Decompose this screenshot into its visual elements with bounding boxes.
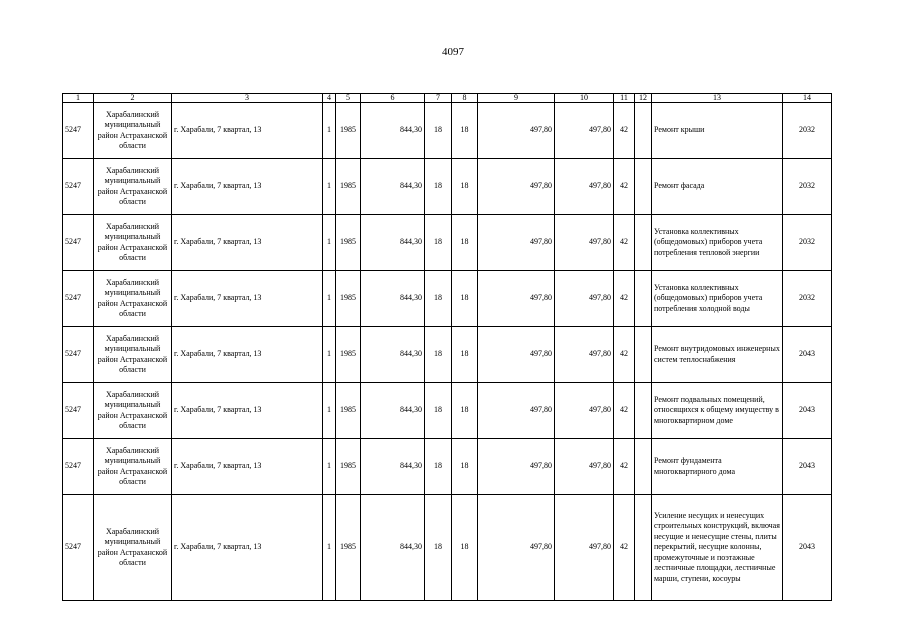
cell-col9: 497,80 [478, 271, 555, 327]
cell-col8: 18 [452, 103, 478, 159]
col-header: 7 [425, 94, 452, 103]
cell-col8: 18 [452, 159, 478, 215]
cell-district: Харабалинский муниципальный район Астраханской области [94, 159, 172, 215]
col-header: 8 [452, 94, 478, 103]
cell-work-type: Ремонт фасада [652, 159, 783, 215]
cell-col10: 497,80 [555, 103, 614, 159]
table-row [63, 495, 832, 601]
cell-col4: 1 [323, 103, 336, 159]
cell-work-type: Установка коллективных (общедомовых) приборов учета потребления тепловой энергии [652, 215, 783, 271]
cell-col12 [635, 271, 652, 327]
col-header: 9 [478, 94, 555, 103]
cell-work-type: Установка коллективных (общедомовых) приборов учета потребления холодной воды [652, 271, 783, 327]
col-header: 5 [336, 94, 361, 103]
cell-address: г. Харабали, 7 квартал, 13 [172, 439, 323, 495]
table-row [63, 103, 832, 159]
cell-work-type: Ремонт крыши [652, 103, 783, 159]
cell-col11: 42 [614, 439, 635, 495]
cell-col10: 497,80 [555, 327, 614, 383]
cell-col11: 42 [614, 495, 635, 601]
cell-district: Харабалинский муниципальный район Астраханской области [94, 383, 172, 439]
cell-year: 1985 [336, 495, 361, 601]
cell-col9: 497,80 [478, 383, 555, 439]
cell-address: г. Харабали, 7 квартал, 13 [172, 327, 323, 383]
cell-col7: 18 [425, 327, 452, 383]
cell-col6: 844,30 [361, 327, 425, 383]
cell-year: 1985 [336, 383, 361, 439]
cell-id: 5247 [63, 383, 94, 439]
cell-col7: 18 [425, 495, 452, 601]
cell-district: Харабалинский муниципальный район Астраханской области [94, 327, 172, 383]
col-header: 14 [783, 94, 832, 103]
cell-col6: 844,30 [361, 383, 425, 439]
cell-col6: 844,30 [361, 495, 425, 601]
cell-work-type: Усиление несущих и ненесущих строительных конструкций, включая несущие и ненесущие стены, плиты перекрытий, несущие колонны, промежуточные и поэтажные лестничные площадки, лестничные марши, ступени, косоуры [652, 495, 783, 601]
cell-plan-year: 2032 [783, 215, 832, 271]
cell-work-type: Ремонт подвальных помещений, относящихся к общему имуществу в многоквартирном доме [652, 383, 783, 439]
cell-col12 [635, 159, 652, 215]
cell-year: 1985 [336, 327, 361, 383]
cell-id: 5247 [63, 271, 94, 327]
cell-col10: 497,80 [555, 159, 614, 215]
cell-col9: 497,80 [478, 327, 555, 383]
cell-col9: 497,80 [478, 495, 555, 601]
col-header: 13 [652, 94, 783, 103]
cell-id: 5247 [63, 215, 94, 271]
cell-col11: 42 [614, 383, 635, 439]
cell-col6: 844,30 [361, 159, 425, 215]
cell-col8: 18 [452, 439, 478, 495]
table-row [63, 383, 832, 439]
cell-col12 [635, 383, 652, 439]
cell-col8: 18 [452, 215, 478, 271]
cell-district: Харабалинский муниципальный район Астраханской области [94, 103, 172, 159]
cell-id: 5247 [63, 103, 94, 159]
cell-col12 [635, 103, 652, 159]
cell-col12 [635, 495, 652, 601]
cell-plan-year: 2043 [783, 327, 832, 383]
cell-address: г. Харабали, 7 квартал, 13 [172, 103, 323, 159]
table-row [63, 215, 832, 271]
cell-col8: 18 [452, 495, 478, 601]
cell-col6: 844,30 [361, 439, 425, 495]
cell-plan-year: 2043 [783, 383, 832, 439]
cell-district: Харабалинский муниципальный район Астраханской области [94, 495, 172, 601]
cell-col10: 497,80 [555, 495, 614, 601]
cell-col4: 1 [323, 271, 336, 327]
cell-col8: 18 [452, 327, 478, 383]
cell-col11: 42 [614, 271, 635, 327]
capital-repair-table [62, 93, 832, 601]
cell-work-type: Ремонт фундамента многоквартирного дома [652, 439, 783, 495]
cell-col4: 1 [323, 439, 336, 495]
cell-col7: 18 [425, 215, 452, 271]
cell-col4: 1 [323, 495, 336, 601]
cell-work-type: Ремонт внутридомовых инженерных систем теплоснабжения [652, 327, 783, 383]
cell-col6: 844,30 [361, 103, 425, 159]
cell-col7: 18 [425, 383, 452, 439]
cell-col9: 497,80 [478, 215, 555, 271]
cell-id: 5247 [63, 327, 94, 383]
cell-plan-year: 2032 [783, 271, 832, 327]
col-header: 12 [635, 94, 652, 103]
cell-col7: 18 [425, 439, 452, 495]
table-row [63, 271, 832, 327]
cell-year: 1985 [336, 159, 361, 215]
cell-plan-year: 2032 [783, 103, 832, 159]
cell-col4: 1 [323, 215, 336, 271]
table-row [63, 439, 832, 495]
cell-col11: 42 [614, 159, 635, 215]
cell-col11: 42 [614, 103, 635, 159]
cell-plan-year: 2043 [783, 495, 832, 601]
cell-address: г. Харабали, 7 квартал, 13 [172, 495, 323, 601]
cell-col8: 18 [452, 271, 478, 327]
cell-district: Харабалинский муниципальный район Астраханской области [94, 439, 172, 495]
cell-district: Харабалинский муниципальный район Астраханской области [94, 215, 172, 271]
cell-col4: 1 [323, 159, 336, 215]
cell-col7: 18 [425, 271, 452, 327]
cell-col11: 42 [614, 215, 635, 271]
col-header: 2 [94, 94, 172, 103]
cell-col6: 844,30 [361, 271, 425, 327]
cell-plan-year: 2043 [783, 439, 832, 495]
cell-col12 [635, 439, 652, 495]
cell-col12 [635, 327, 652, 383]
cell-col10: 497,80 [555, 271, 614, 327]
cell-col7: 18 [425, 103, 452, 159]
cell-col11: 42 [614, 327, 635, 383]
cell-address: г. Харабали, 7 квартал, 13 [172, 215, 323, 271]
cell-plan-year: 2032 [783, 159, 832, 215]
page-number: 4097 [442, 46, 464, 58]
cell-address: г. Харабали, 7 квартал, 13 [172, 383, 323, 439]
cell-col8: 18 [452, 383, 478, 439]
cell-address: г. Харабали, 7 квартал, 13 [172, 159, 323, 215]
cell-col12 [635, 215, 652, 271]
col-header: 10 [555, 94, 614, 103]
cell-col4: 1 [323, 327, 336, 383]
cell-year: 1985 [336, 215, 361, 271]
cell-id: 5247 [63, 495, 94, 601]
table-row [63, 327, 832, 383]
cell-id: 5247 [63, 439, 94, 495]
cell-col9: 497,80 [478, 159, 555, 215]
cell-address: г. Харабали, 7 квартал, 13 [172, 271, 323, 327]
table-body [63, 103, 832, 601]
cell-col4: 1 [323, 383, 336, 439]
cell-year: 1985 [336, 271, 361, 327]
cell-col10: 497,80 [555, 439, 614, 495]
col-header: 3 [172, 94, 323, 103]
cell-col6: 844,30 [361, 215, 425, 271]
cell-district: Харабалинский муниципальный район Астраханской области [94, 271, 172, 327]
cell-col10: 497,80 [555, 383, 614, 439]
cell-col7: 18 [425, 159, 452, 215]
cell-year: 1985 [336, 439, 361, 495]
col-header: 6 [361, 94, 425, 103]
col-header: 4 [323, 94, 336, 103]
header-row [63, 94, 832, 103]
col-header: 1 [63, 94, 94, 103]
cell-col10: 497,80 [555, 215, 614, 271]
table-row [63, 159, 832, 215]
cell-col9: 497,80 [478, 439, 555, 495]
col-header: 11 [614, 94, 635, 103]
cell-id: 5247 [63, 159, 94, 215]
cell-col9: 497,80 [478, 103, 555, 159]
cell-year: 1985 [336, 103, 361, 159]
